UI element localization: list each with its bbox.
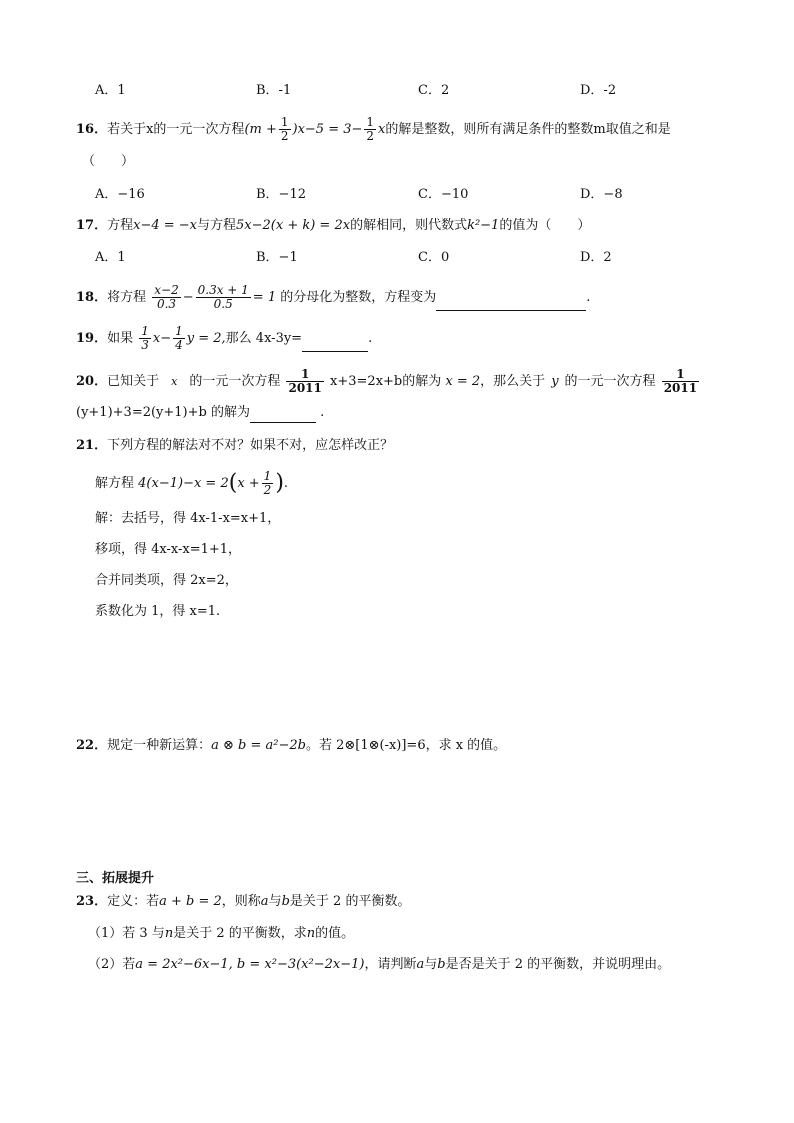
section-title-3: 三、拓展提升 — [76, 871, 155, 886]
q16-paren: （ ） — [82, 154, 135, 169]
q23-part1: （1）若 3 与n是关于 2 的平衡数，求n的值。 — [88, 926, 355, 941]
q23-stem: 23．定义：若a + b = 2，则称a与b是关于 2 的平衡数。 — [76, 894, 411, 909]
q21-stem: 21．下列方程的解法对不对？如果不对，应怎样改正？ — [76, 438, 394, 453]
q20-frac1: $\frac{1}{2011}$ — [288, 367, 322, 395]
q16-eq-part2: )x−5 = 3− — [292, 122, 363, 137]
q19-frac1: $\frac{1}{3}$ — [141, 324, 149, 352]
q21-step1: 解：去括号，得 4x-1-x=x+1， — [95, 511, 281, 526]
q18-frac2: $\frac{0.3x + 1}{0.5}$ — [197, 283, 249, 311]
q18-frac1: $\frac{x-2}{0.3}$ — [154, 283, 179, 311]
q16-option-d: D．−8 — [580, 187, 623, 202]
q16-text-pre: 若关于x的一元一次方程 — [107, 122, 245, 137]
q16-number: 16． — [76, 122, 108, 137]
q23-part2: （2）若a = 2x²−6x−1, b = x²−3(x²−2x−1)，请判断a与b是否是关于 2 的平衡数，并说明理由。 — [88, 957, 671, 972]
q20-answer-blank[interactable] — [250, 406, 316, 423]
q16-eq-part1: (m + — [244, 122, 277, 137]
q17-option-d: D．2 — [580, 250, 612, 265]
q21-number: 21． — [76, 438, 108, 453]
q15-option-c: C．2 — [418, 83, 450, 98]
q15-option-a: A．1 — [95, 83, 126, 98]
q17-stem: 17．方程x−4 = −x与方程5x−2(x + k) = 2x的解相同，则代数式k²−1的值为（ ） — [76, 218, 591, 233]
q16-option-b: B．−12 — [256, 187, 306, 202]
q21-step2: 移项，得 4x-x-x=1+1， — [95, 542, 242, 557]
q15-option-b: B．-1 — [256, 83, 292, 98]
q19-answer-blank[interactable] — [302, 335, 368, 352]
q16-option-a: A．−16 — [95, 187, 145, 202]
q17-option-a: A．1 — [95, 250, 126, 265]
q23-number: 23． — [76, 894, 108, 909]
q21-frac-half: $\frac{1}{2}$ — [263, 469, 272, 497]
q20-frac2: $\frac{1}{2011}$ — [663, 367, 698, 395]
q16-option-c: C．−10 — [418, 187, 469, 202]
q18-number: 18． — [76, 290, 108, 305]
q19-stem: 19．如果 $\frac{1}{3}$ x− $\frac{1}{4}$ y = 2,那么 4x-3y= . — [76, 324, 373, 352]
q16-text-post: 的解是整数，则所有满足条件的整数m取值之和是 — [385, 122, 671, 137]
q21-equation: 解方程 4(x−1)−x = 2(x + $\frac{1}{2}$ ). — [95, 469, 289, 497]
q21-step3: 合并同类项，得 2x=2， — [95, 573, 238, 588]
q17-eq2: 5x−2(x + k) = 2x — [236, 218, 351, 233]
q20-stem-line2: (y+1)+3=2(y+1)+b 的解为 . — [76, 403, 324, 423]
q19-frac2: $\frac{1}{4}$ — [175, 324, 183, 352]
q18-stem: 18．将方程 $\frac{x-2}{0.3}$ − $\frac{0.3x + 1}{0.5}$ = 1 的分母化为整数，方程变为 . — [76, 283, 591, 311]
q17-number: 17． — [76, 218, 108, 233]
q18-answer-blank[interactable] — [436, 294, 586, 311]
q20-stem-line1: 20．已知关于 x 的一元一次方程 $\frac{1}{2011}$ x+3=2x+b的解为 x = 2，那么关于 y 的一元一次方程 $\frac{1}{2011}$ — [76, 367, 698, 395]
q15-option-d: D．-2 — [580, 83, 617, 98]
q20-number: 20． — [76, 374, 108, 389]
q22-stem: 22．规定一种新运算：a ⊗ b = a²−2b。若 2⊗[1⊗(-x)]=6，求 x 的值。 — [76, 738, 507, 753]
q21-step4: 系数化为 1，得 x=1. — [95, 604, 221, 619]
q16-stem: 16．若关于x的一元一次方程(m + $\frac{1}{2}$ )x−5 = 3− $\frac{1}{2}$ x的解是整数，则所有满足条件的整数m取值之和是 — [76, 115, 671, 143]
q17-eq1: x−4 = −x — [133, 218, 197, 233]
q22-number: 22． — [76, 738, 108, 753]
q16-frac-2: $\frac{1}{2}$ — [366, 115, 375, 143]
q17-option-c: C．0 — [418, 250, 450, 265]
q22-definition: a ⊗ b = a²−2b — [211, 738, 306, 753]
q19-number: 19． — [76, 331, 108, 346]
q17-option-b: B．−1 — [256, 250, 298, 265]
q17-eq3: k²−1 — [467, 218, 500, 233]
q16-frac-half: $\frac{1}{2}$ — [280, 115, 289, 143]
